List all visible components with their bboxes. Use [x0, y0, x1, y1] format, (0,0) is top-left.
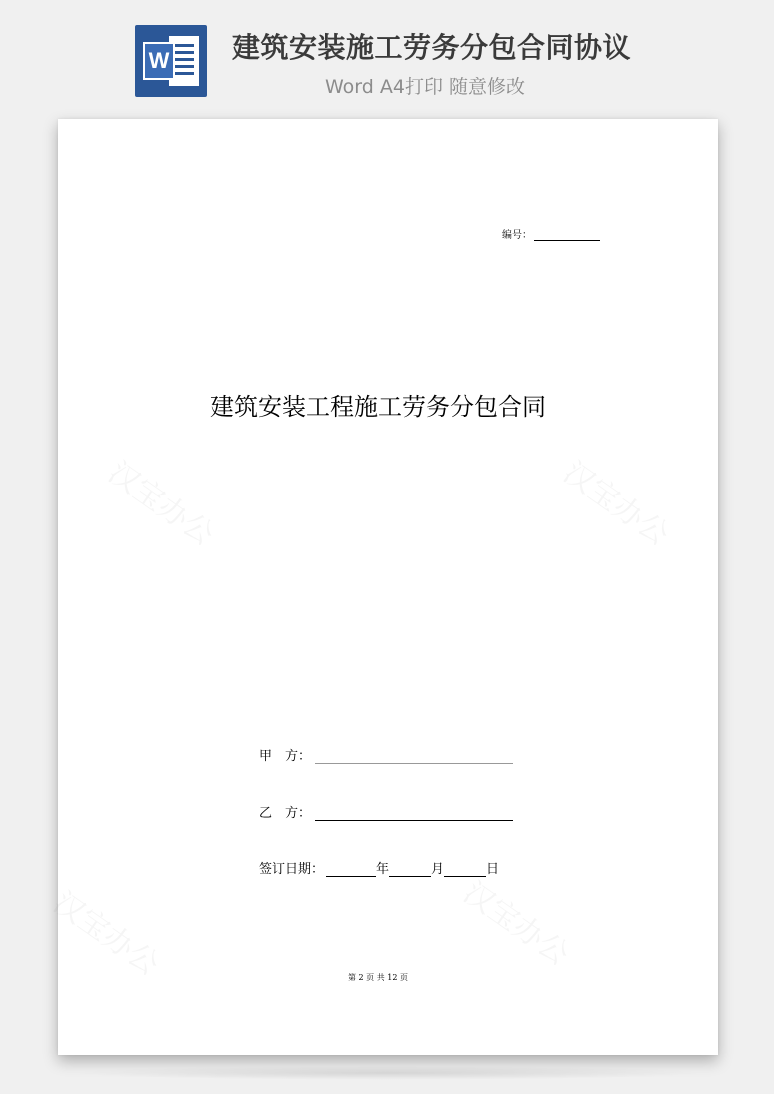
watermark: 汉宝办公 — [556, 455, 676, 553]
word-letter: W — [143, 42, 175, 80]
serial-number-blank[interactable] — [534, 240, 600, 241]
page-footer: 第 2 页 共 12 页 — [348, 973, 408, 982]
party-a-blank[interactable] — [315, 749, 513, 764]
signing-date-field — [259, 858, 499, 877]
page-shadow — [70, 1066, 706, 1080]
document-page — [46, 119, 718, 1055]
signing-month-blank[interactable] — [389, 862, 431, 877]
serial-number-field — [502, 226, 600, 241]
party-b-blank[interactable] — [315, 806, 513, 821]
party-b-label: 乙 方： — [259, 806, 312, 821]
watermark: 汉宝办公 — [456, 875, 576, 973]
word-icon — [135, 25, 207, 97]
party-a-field — [259, 745, 513, 764]
preview-header — [0, 0, 774, 110]
watermark: 汉宝办公 — [46, 885, 166, 983]
year-label: 年 — [376, 862, 390, 877]
month-label: 月 — [431, 862, 445, 877]
day-label: 日 — [486, 862, 500, 877]
signing-year-blank[interactable] — [326, 862, 376, 877]
watermark: 汉宝办公 — [101, 455, 221, 553]
serial-number-label: 编号： — [502, 230, 532, 241]
party-b-field — [259, 802, 513, 821]
party-a-label: 甲 方： — [259, 749, 312, 764]
document-title: 建筑安装工程施工劳务分包合同 — [210, 393, 546, 421]
banner-title: 建筑安装施工劳务分包合同协议 — [232, 31, 632, 64]
signing-day-blank[interactable] — [444, 862, 486, 877]
banner-subtitle: Word A4打印 随意修改 — [325, 76, 526, 98]
signing-date-label: 签订日期： — [259, 862, 325, 877]
